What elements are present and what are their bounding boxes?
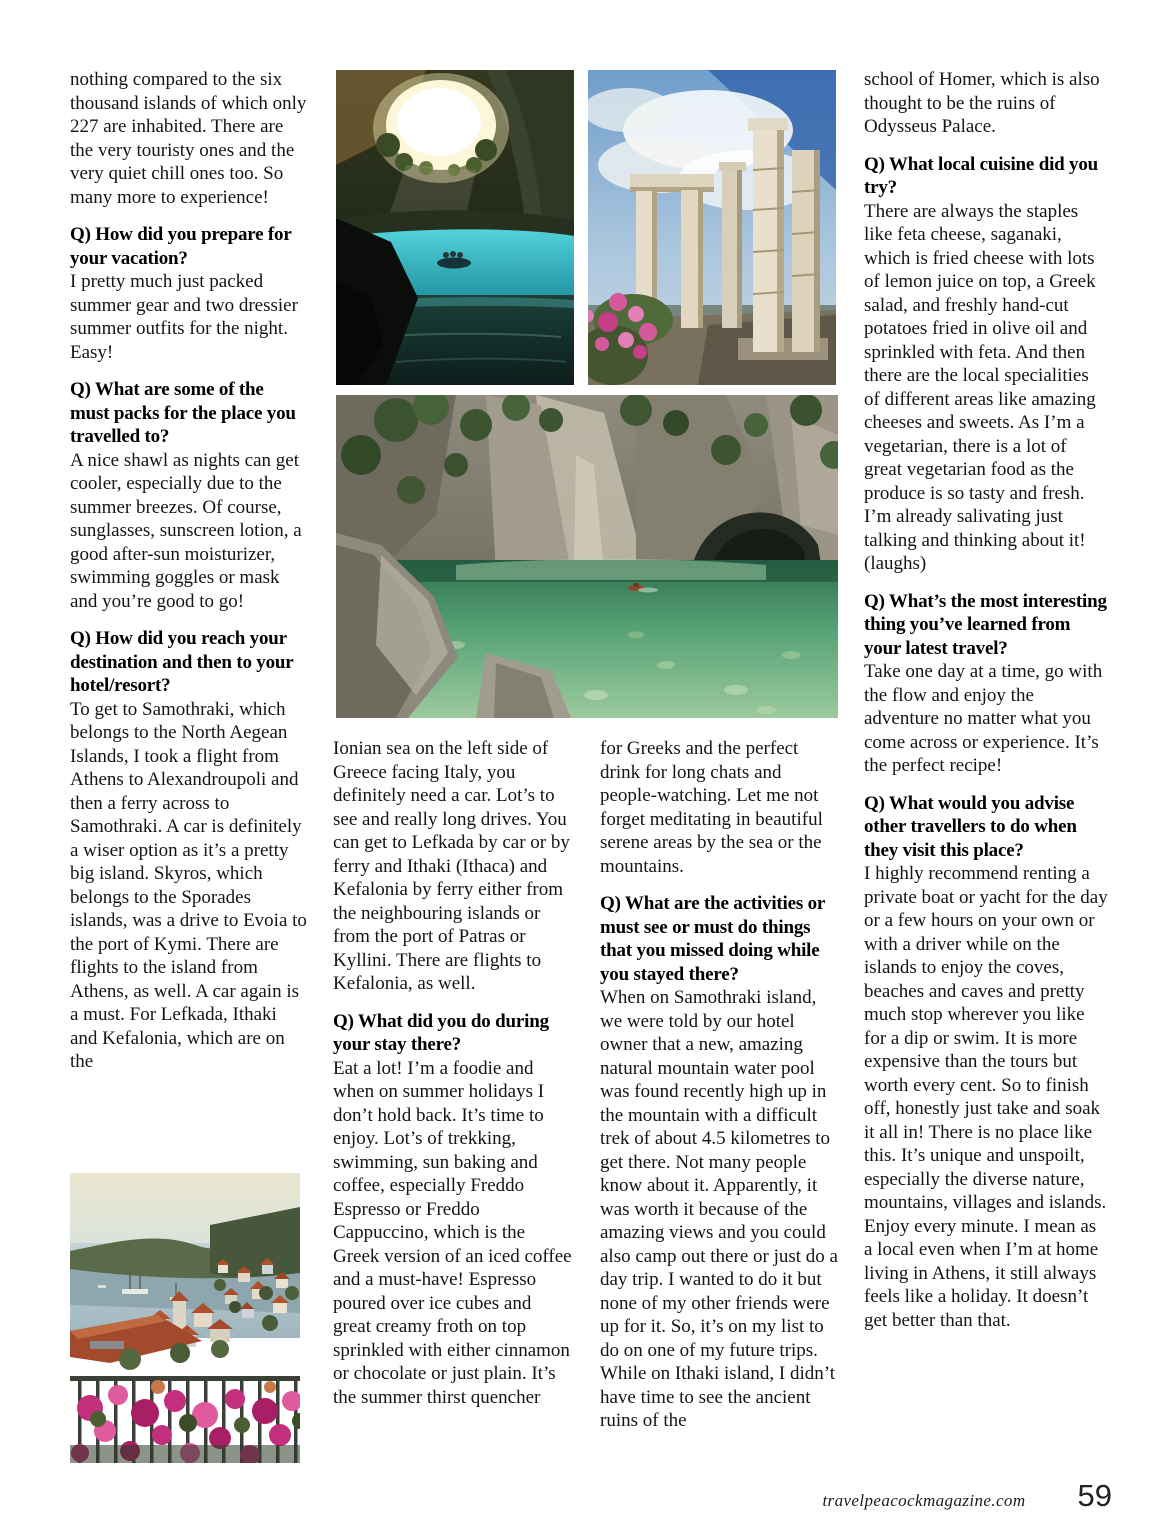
answer-paragraph: A nice shawl as nights can get cooler, especially due to the summer breezes. Of course, sunglasses, sunscreen lotion, a good after-sun moisturizer, swimming goggles or mask and you’re good to go! <box>70 449 302 612</box>
question-heading: Q) How did you reach your destination and then to your hotel/resort? <box>70 628 294 696</box>
answer-paragraph: I pretty much just packed summer gear and two dressier summer outfits for the night. Easy! <box>70 271 298 363</box>
page-number: 59 <box>1077 1478 1112 1513</box>
question-heading: Q) What did you do during your stay there? <box>333 1010 549 1055</box>
question-heading: Q) What are some of the must packs for the place you travelled to? <box>70 379 296 447</box>
answer-paragraph: There are always the staples like feta cheese, saganaki, which is fried cheese with lots of lemon juice on top, a Greek salad, and freshly hand-cut potatoes fried in olive oil and sprinkled with feta. And then there are the local specialities of different areas like amazing cheeses and sweets. As I’m a vegetarian, there is a lot of great vegetarian food as the produce is so tasty and fresh. I’m already salivating just talking and thinking about it! (laughs) <box>864 200 1096 574</box>
question-heading: Q) What would you advise other travellers to do when they visit this place? <box>864 792 1077 861</box>
question-heading: Q) What local cuisine did you try? <box>864 153 1099 198</box>
answer-paragraph: When on Samothraki island, we were told by our hotel owner that a new, amazing natural mountain water pool was found recently high up in the mountain with a difficult trek of about 4.5 kilometres to get there. Not many people know about it. Apparently, it was worth it because of the amazing views and you could also camp out there or just do a day trip. I wanted to do it but none of my other friends were up for it. So, it’s on my list to do on one of my future trips. While on Ithaki island, I didn’t have time to see the ancient ruins of the <box>600 987 838 1431</box>
ruins-photo <box>588 70 836 385</box>
column-1 <box>70 68 307 1074</box>
pool-photo <box>336 395 838 718</box>
question-heading: Q) How did you prepare for your vacation? <box>70 224 292 269</box>
question-heading: Q) What’s the most interesting thing you’ve learned from your latest travel? <box>864 590 1107 659</box>
answer-paragraph: Take one day at a time, go with the flow and enjoy the adventure no matter what you come across or experience. It’s the perfect recipe! <box>864 661 1103 776</box>
answer-paragraph: I highly recommend renting a private boat or yacht for the day or a few hours on your own or with a driver while on the islands to enjoy the coves, beaches and caves and pretty much stop wherever you like for a dip or swim. It is more expensive than the tours but worth every cent. So to finish off, honestly just take and soak it all in! There is no place like this. It’s unique and unspoilt, especially the diverse nature, mountains, villages and islands. Enjoy every minute. I mean as a local even when I’m at home living in Athens, it still always feels like a holiday. It doesn’t get better than that. <box>864 863 1108 1331</box>
body-paragraph: for Greeks and the perfect drink for long chats and people-watching. Let me not forget meditating in beautiful serene areas by the sea or the mountains. <box>600 738 823 877</box>
answer-paragraph: Eat a lot! I’m a foodie and when on summer holidays I don’t hold back. It’s time to enjoy. Lot’s of trekking, swimming, sun baking and coffee, especially Freddo Espresso or Freddo Cappuccino, which is the Greek version of an iced coffee and a must-have! Espresso poured over ice cubes and great creamy froth on top sprinkled with either cinnamon or chocolate or just plain. It’s the summer thirst quencher <box>333 1057 572 1408</box>
body-paragraph: school of Homer, which is also thought to be the ruins of Odysseus Palace. <box>864 69 1100 137</box>
column-4 <box>864 68 1108 1332</box>
body-paragraph: Ionian sea on the left side of Greece facing Italy, you definitely need a car. Lot’s to see and really long drives. You can get to Lefkada by car or by ferry and Ithaki (Ithaca) and Kefalonia by ferry either from the neighbouring islands or from the port of Patras or Kyllini. There are flights to Kefalonia, as well. <box>333 738 570 994</box>
column-2 <box>333 737 573 1409</box>
answer-paragraph: To get to Samothraki, which belongs to the North Aegean Islands, I took a flight from Athens to Alexandroupoli and then a ferry across to Samothraki. A car is definitely a wiser option as it’s a pretty big island. Skyros, which belongs to the Sporades islands, was a drive to Evoia to the port of Kymi. There are flights to the island from Athens, as well. A car again is a must. For Lefkada, Ithaki and Kefalonia, which are on the <box>70 698 307 1072</box>
cave-photo <box>336 70 574 385</box>
footer <box>822 1478 1112 1514</box>
website-text: travelpeacockmagazine.com <box>822 1491 1026 1510</box>
intro-paragraph: nothing compared to the six thousand islands of which only 227 are inhabited. There are the very touristy ones and the very quiet chill ones too. So many more to experience! <box>70 69 307 208</box>
column-3 <box>600 737 840 1433</box>
question-heading: Q) What are the activities or must see or must do things that you missed doing while you stayed there? <box>600 893 825 985</box>
harbor-photo <box>70 1173 300 1463</box>
